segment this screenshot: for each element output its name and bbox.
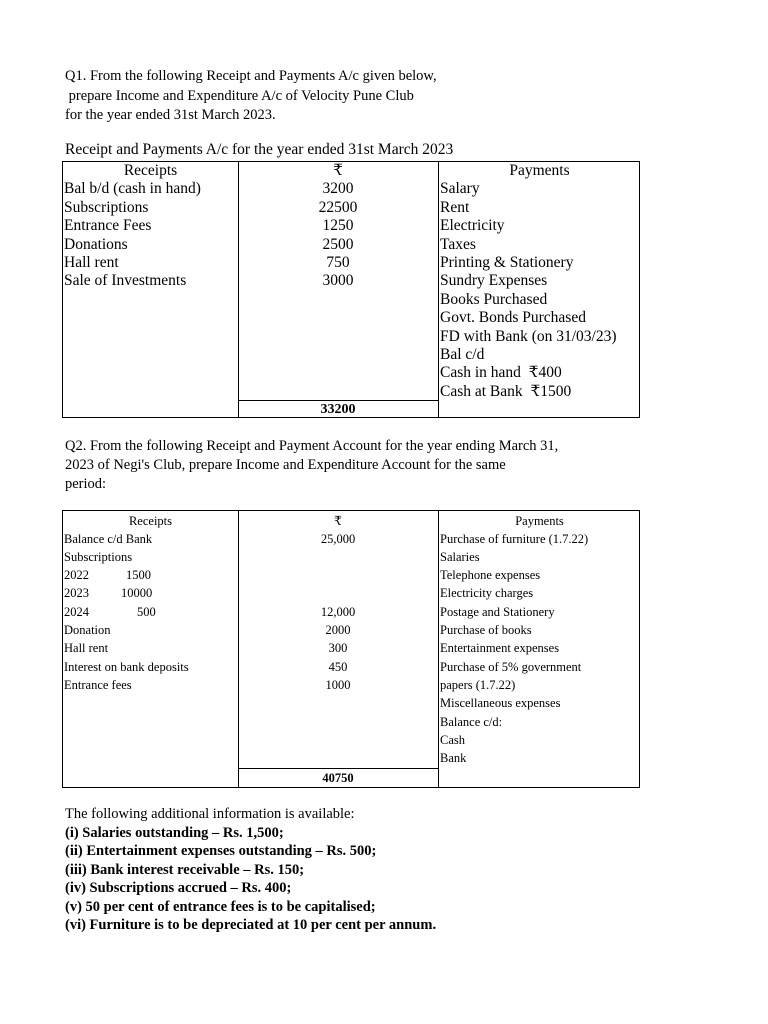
additional-info-item: (i) Salaries outstanding – Rs. 1,500;	[65, 824, 284, 841]
payment-item: Miscellaneous expenses	[440, 696, 561, 711]
q2-intro-line-1: Q2. From the following Receipt and Payment Account for the year ending March 31,	[65, 438, 559, 454]
receipt-label: Donation	[64, 623, 111, 637]
header-receipts: Receipts	[123, 162, 178, 179]
receipt-sub-amount: 1500	[126, 568, 151, 583]
receipt-label: Entrance Fees	[64, 217, 152, 235]
receipt-label: Subscriptions	[64, 198, 149, 216]
payment-item: Purchase of furniture (1.7.22)	[440, 531, 589, 546]
header-amount: ₹	[333, 162, 343, 179]
q1-receipts-payments-table	[62, 161, 640, 418]
payment-item: Electricity charges	[440, 586, 534, 601]
header-payments: Payments	[509, 162, 570, 179]
additional-info-heading: The following additional information is available:	[65, 806, 355, 822]
payment-item: Purchase of 5% government	[440, 659, 582, 674]
receipt-label: 2022	[64, 568, 89, 583]
receipt-amount: 22500	[318, 198, 358, 216]
receipt-label: Subscriptions	[64, 549, 133, 564]
payment-item: papers (1.7.22)	[440, 677, 516, 692]
header-amount: ₹	[334, 514, 342, 528]
receipt-amount: 1000	[325, 677, 351, 692]
q2-intro-line-3: period:	[65, 476, 107, 492]
q2-total: 40750	[322, 771, 354, 785]
receipt-sub-amount: 10000	[121, 586, 153, 601]
q1-total: 33200	[320, 402, 356, 417]
receipt-label: Hall rent	[64, 641, 109, 656]
payment-item: FD with Bank (on 31/03/23)	[440, 327, 617, 345]
payment-item: Books Purchased	[440, 290, 548, 308]
q2-intro-line-2: 2023 of Negi's Club, prepare Income and Expenditure Account for the same	[65, 457, 506, 473]
payment-item: Printing & Stationery	[440, 254, 574, 271]
receipt-amount: 25,000	[320, 531, 356, 546]
payment-item: Purchase of books	[440, 623, 532, 637]
receipt-label: Interest on bank deposits	[64, 659, 189, 674]
receipt-label: Sale of Investments	[64, 272, 187, 290]
q1-table-title: Receipt and Payments A/c for the year ended 31st March 2023	[65, 141, 454, 158]
payment-item: Balance c/d:	[440, 714, 503, 729]
receipt-amount: 450	[328, 659, 348, 674]
receipt-label: Hall rent	[64, 254, 119, 271]
q1-intro-line-2: prepare Income and Expenditure A/c of Velocity Pune Club	[65, 88, 414, 104]
receipt-label: Entrance fees	[64, 677, 132, 692]
q2-receipts-payments-table	[62, 510, 640, 788]
additional-info-item: (iv) Subscriptions accrued – Rs. 400;	[65, 880, 292, 896]
payment-item: Postage and Stationery	[440, 604, 555, 619]
q1-intro-line-1: Q1. From the following Receipt and Payments A/c given below,	[65, 68, 437, 84]
payment-item: Salary	[440, 180, 480, 198]
receipt-amount: 300	[328, 641, 348, 656]
header-receipts: Receipts	[128, 514, 173, 528]
receipt-amount: 750	[326, 254, 350, 271]
payment-item: Telephone expenses	[440, 568, 541, 583]
payment-item: Entertainment expenses	[440, 641, 560, 656]
payment-item: Salaries	[440, 549, 480, 564]
receipt-label: Donations	[64, 235, 128, 253]
header-payments: Payments	[515, 514, 564, 528]
column-divider	[438, 511, 439, 787]
payment-item: Rent	[440, 198, 470, 216]
q1-intro-line-3: for the year ended 31st March 2023.	[65, 107, 276, 123]
additional-info-item: (ii) Entertainment expenses outstanding – Rs. 500;	[65, 843, 377, 859]
receipt-amount: 3000	[322, 272, 354, 290]
receipt-amount: 2500	[322, 235, 354, 253]
receipt-amount: 2000	[325, 623, 351, 637]
receipt-label: Balance c/d Bank	[64, 531, 153, 546]
payment-item: Sundry Expenses	[440, 272, 548, 290]
payment-item: Govt. Bonds Purchased	[440, 309, 586, 327]
additional-info-item: (iii) Bank interest receivable – Rs. 150;	[65, 861, 305, 878]
payment-item: Bal c/d	[440, 346, 485, 363]
receipt-label: 2023	[64, 586, 89, 601]
payment-item: Electricity	[440, 217, 505, 235]
payment-item: Cash in hand ₹400	[440, 364, 562, 382]
receipt-amount: 12,000	[320, 604, 356, 619]
receipt-amount: 3200	[322, 180, 354, 198]
payment-item: Taxes	[440, 235, 476, 253]
receipt-sub-amount: 500	[137, 604, 156, 619]
additional-info-item: (v) 50 per cent of entrance fees is to be capitalised;	[65, 898, 376, 915]
payment-item: Bank	[440, 751, 467, 766]
payment-item: Cash	[440, 732, 465, 747]
additional-info-item: (vi) Furniture is to be depreciated at 10 per cent per annum.	[65, 917, 437, 933]
receipt-label: 2024	[64, 604, 89, 619]
payment-item: Cash at Bank ₹1500	[440, 382, 572, 400]
receipt-amount: 1250	[322, 217, 354, 235]
column-divider	[438, 162, 439, 417]
receipt-label: Bal b/d (cash in hand)	[64, 180, 201, 198]
